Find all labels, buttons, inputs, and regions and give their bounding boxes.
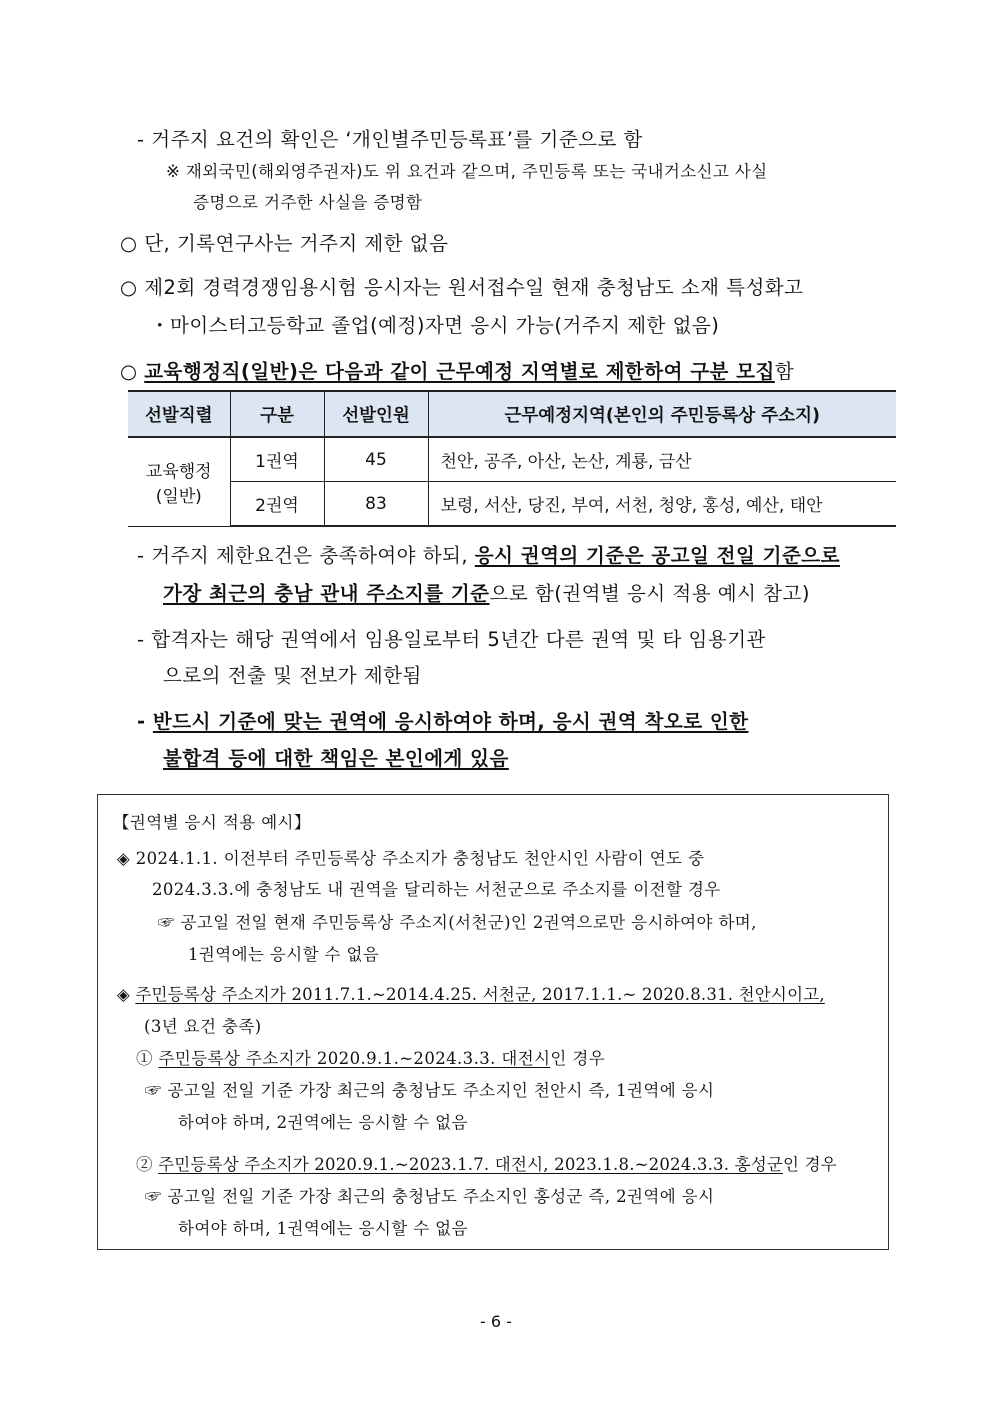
zone-cell: 1권역	[230, 437, 324, 482]
bullet-admin-suffix: 함	[774, 360, 795, 383]
case1-result2: 하여야 하며, 2권역에는 응시할 수 없음	[178, 1113, 468, 1132]
bullet-round2-line2: ・마이스터고등학교 졸업(예정)자면 응시 가능(거주지 제한 없음)	[150, 314, 720, 337]
areas-cell: 보령, 서산, 당진, 부여, 서천, 청양, 홍성, 예산, 태안	[428, 482, 896, 527]
example-title: 【권역별 응시 적용 예시】	[113, 813, 311, 832]
case2-condition: 주민등록상 주소지가 2020.9.1.~2023.1.7. 대전시, 2023.1.8.~2024.3.3. 홍성군	[158, 1155, 784, 1174]
case1-tail: 인 경우	[550, 1049, 606, 1068]
bullet-admin-prefix: ○	[120, 360, 145, 383]
example1-line1: ◈ 2024.1.1. 이전부터 주민등록상 주소지가 충청남도 천안시인 사람이 연도 중	[117, 849, 705, 868]
example1-line2: 2024.3.3.에 충청남도 내 권역을 달리하는 서천군으로 주소지를 이전할 경우	[152, 880, 721, 899]
case1-line	[136, 1045, 605, 1069]
example2-mark: ◈	[117, 985, 136, 1004]
page-number: - 6 -	[480, 1312, 512, 1331]
example2-line1	[117, 981, 825, 1005]
case1-result1: ☞ 공고일 전일 기준 가장 최근의 충청남도 주소지인 천안시 즉, 1권역에 응시	[145, 1081, 715, 1100]
count-cell: 45	[324, 437, 428, 482]
case2-mark: ②	[136, 1155, 159, 1174]
example1-result2: 1권역에는 응시할 수 없음	[188, 945, 380, 964]
dash-residence-line1	[137, 540, 840, 568]
residence-line: - 거주지 요건의 확인은 ‘개인별주민등록표’를 기준으로 함	[137, 128, 643, 151]
recruitment-table	[128, 390, 896, 527]
residence-note-line1: ※ 재외국민(해외영주권자)도 위 요건과 같으며, 주민등록 또는 국내거소신고 사실	[166, 162, 768, 181]
series-label-2: (일반)	[155, 486, 202, 507]
case1-mark: ①	[136, 1049, 159, 1068]
bullet-archivist: ○ 단, 기록연구사는 거주지 제한 없음	[120, 232, 449, 255]
example1-result1: ☞ 공고일 전일 현재 주민등록상 주소지(서천군)인 2권역으로만 응시하여야 하며,	[158, 913, 757, 932]
table-row	[128, 482, 896, 527]
dash1-line2-plain: 으로 함(권역별 응시 적용 예시 참고)	[489, 582, 810, 605]
bullet-admin-recruit	[120, 356, 794, 384]
dash3-line1: 반드시 기준에 맞는 권역에 응시하여야 하며, 응시 권역 착오로 인한	[152, 710, 749, 733]
dash-responsibility-line2: 불합격 등에 대한 책임은 본인에게 있음	[163, 747, 509, 770]
dash-responsibility-line1	[137, 706, 749, 734]
dash-transfer-line2: 으로의 전출 및 전보가 제한됨	[163, 664, 422, 687]
residence-note-line2: 증명으로 거주한 사실을 증명함	[193, 193, 423, 212]
areas-cell: 천안, 공주, 아산, 논산, 계룡, 금산	[428, 437, 896, 482]
dash3-dash: -	[137, 710, 153, 733]
example2-line2: (3년 요건 충족)	[144, 1017, 262, 1036]
case2-line	[136, 1151, 837, 1175]
case2-tail: 인 경우	[783, 1155, 837, 1174]
bullet-round2-line1: ○ 제2회 경력경쟁임용시험 응시자는 원서접수일 현재 충청남도 소재 특성화고	[120, 276, 804, 299]
table-row	[128, 437, 896, 482]
table-header-row	[128, 391, 896, 437]
dash1-line2-bold: 가장 최근의 충남 관내 주소지를 기준	[163, 582, 490, 605]
dash1-bold: 응시 권역의 기준은 공고일 전일 기준으로	[474, 544, 840, 567]
bullet-admin-bold: 교육행정직(일반)은 다음과 같이 근무예정 지역별로 제한하여 구분 모집	[144, 360, 775, 383]
dash-residence-line2	[163, 578, 810, 606]
series-label-1: 교육행정	[145, 461, 212, 482]
case1-condition: 주민등록상 주소지가 2020.9.1.~2024.3.3. 대전시	[158, 1049, 551, 1068]
header-count: 선발인원	[324, 391, 428, 437]
series-cell	[128, 437, 230, 526]
case2-result1: ☞ 공고일 전일 기준 가장 최근의 충청남도 주소지인 홍성군 즉, 2권역에 응시	[145, 1187, 715, 1206]
header-areas: 근무예정지역(본인의 주민등록상 주소지)	[428, 391, 896, 437]
count-cell: 83	[324, 482, 428, 527]
header-series: 선발직렬	[128, 391, 230, 437]
dash1-plain: - 거주지 제한요건은 충족하여야 하되,	[137, 544, 475, 567]
header-zone: 구분	[230, 391, 324, 437]
case2-result2: 하여야 하며, 1권역에는 응시할 수 없음	[178, 1219, 468, 1238]
dash-transfer-line1: - 합격자는 해당 권역에서 임용일로부터 5년간 다른 권역 및 타 임용기관	[137, 628, 766, 651]
example2-condition: 주민등록상 주소지가 2011.7.1.~2014.4.25. 서천군, 2017.1.1.~ 2020.8.31. 천안시이고,	[135, 985, 825, 1004]
zone-cell: 2권역	[230, 482, 324, 527]
